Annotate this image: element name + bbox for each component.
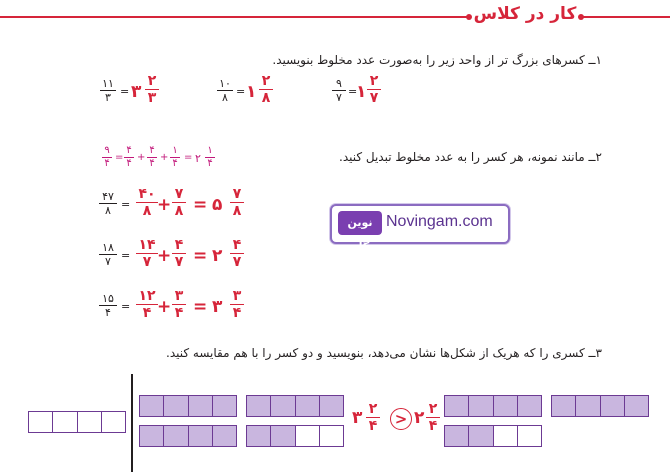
fraction-bar — [139, 395, 237, 417]
bar-cell-filled — [518, 396, 541, 416]
q1-item-3-whole: ۳ — [131, 82, 142, 102]
bar-cell — [494, 426, 518, 446]
equals-sign: = — [348, 85, 358, 98]
fraction-bar — [139, 425, 237, 447]
equals-sign: = — [120, 85, 130, 98]
bar-cell — [102, 412, 125, 432]
bar-cell-filled — [469, 426, 493, 446]
watermark-logo: نوین گام — [338, 211, 382, 235]
q1-item-2-answer: ۲ ۸ — [259, 74, 273, 105]
question-1-text: ۱ــ کسرهای بزرگ تر از واحد زیر را به‌صورت عدد مخلوط بنویسید. — [272, 53, 602, 67]
q2-row-3-part-a: ۱۲ ۴ — [136, 289, 158, 320]
bar-cell-filled — [213, 396, 236, 416]
equals-sign: = — [193, 246, 208, 266]
q2-row-2-fraction: ۱۸ ۷ — [99, 242, 117, 267]
header-line-right — [582, 16, 670, 18]
section-divider — [131, 374, 133, 472]
plus-sign: + — [137, 152, 146, 163]
header-line-left — [0, 16, 470, 18]
bar-cell-filled — [445, 396, 469, 416]
q2-example-whole: ۲ — [195, 152, 201, 165]
q2-row-1-part-a: ۴۰ ۸ — [136, 187, 158, 218]
bar-cell-filled — [552, 396, 576, 416]
bar-cell-filled — [601, 396, 625, 416]
bar-cell-filled — [320, 396, 343, 416]
bar-cell-filled — [247, 396, 271, 416]
question-3-text: ۳ــ کسری را که هریک از شکل‌ها نشان می‌دهد، بنویسید و دو کسر را با هم مقایسه کنید. — [166, 346, 602, 360]
bar-cell-filled — [164, 426, 188, 446]
bar-cell — [78, 412, 102, 432]
bar-cell-filled — [140, 426, 164, 446]
q2-example-part-2: ۴ ۴ — [147, 146, 157, 169]
fraction-bar — [444, 425, 542, 447]
equals-sign: = — [115, 152, 124, 163]
q1-item-1-fraction: ۹ ۷ — [332, 78, 346, 103]
plus-sign: + — [157, 195, 172, 215]
q1-item-3-answer: ۲ ۳ — [145, 74, 159, 105]
plus-sign: + — [157, 297, 172, 317]
q1-item-1-whole: ۱ — [356, 82, 367, 102]
q2-row-1-whole: ۵ — [212, 195, 223, 215]
q1-item-3-fraction: ۱۱ ۳ — [100, 78, 116, 103]
bar-cell — [320, 426, 343, 446]
question-2-text: ۲ــ مانند نمونه، هر کسر را به عدد مخلوط تبدیل کنید. — [339, 150, 602, 164]
q3-left-whole: ۳ — [352, 408, 363, 428]
equals-sign: = — [121, 300, 131, 313]
q2-row-3-fraction: ۱۵ ۴ — [99, 293, 117, 318]
bar-cell — [53, 412, 77, 432]
q3-left-fraction: ۲ ۴ — [366, 402, 380, 433]
comparison-sign: > — [390, 408, 412, 430]
bar-cell-filled — [164, 396, 188, 416]
q2-row-1-answer: ۷ ۸ — [230, 187, 244, 218]
q2-example-fraction: ۹ ۴ — [102, 146, 112, 169]
equals-sign: = — [121, 249, 131, 262]
bar-cell-filled — [625, 396, 648, 416]
q2-row-2-part-a: ۱۴ ۷ — [136, 238, 158, 269]
q2-row-3-part-b: ۳ ۴ — [172, 289, 186, 320]
bar-cell-filled — [296, 396, 320, 416]
fraction-bar — [246, 425, 344, 447]
q2-row-3-whole: ۳ — [212, 297, 223, 317]
equals-sign: = — [184, 152, 193, 163]
bar-cell-filled — [469, 396, 493, 416]
q1-item-2-fraction: ۱۰ ۸ — [217, 78, 233, 103]
bar-cell-filled — [494, 396, 518, 416]
q2-example-part-3: ۱ ۴ — [170, 146, 180, 169]
q2-row-2-answer: ۴ ۷ — [230, 238, 244, 269]
bar-cell-filled — [189, 426, 213, 446]
fraction-bar — [28, 411, 126, 433]
fraction-bar — [551, 395, 649, 417]
q1-item-2-whole: ۱ — [246, 82, 257, 102]
bar-cell-filled — [213, 426, 236, 446]
q2-row-1-part-b: ۷ ۸ — [172, 187, 186, 218]
q3-right-fraction: ۲ ۴ — [426, 402, 440, 433]
bar-cell-filled — [247, 426, 271, 446]
fraction-bar — [444, 395, 542, 417]
q1-item-1-answer: ۲ ۷ — [367, 74, 381, 105]
q2-example-answer: ۱ ۴ — [205, 146, 215, 169]
q2-row-3-answer: ۳ ۴ — [230, 289, 244, 320]
bar-cell-filled — [140, 396, 164, 416]
equals-sign: = — [193, 297, 208, 317]
watermark-badge — [330, 204, 510, 253]
plus-sign: + — [157, 246, 172, 266]
equals-sign: = — [193, 195, 208, 215]
bar-cell-filled — [445, 426, 469, 446]
bar-cell — [518, 426, 541, 446]
bar-cell-filled — [189, 396, 213, 416]
q2-row-2-part-b: ۴ ۷ — [172, 238, 186, 269]
q2-row-2-whole: ۲ — [212, 246, 223, 266]
bar-cell — [29, 412, 53, 432]
bar-cell-filled — [271, 426, 295, 446]
watermark-text: Novingam.com — [386, 213, 493, 230]
section-title: کار در کلاس — [473, 4, 577, 24]
equals-sign: = — [236, 85, 246, 98]
plus-sign: + — [160, 152, 169, 163]
q2-example-part-1: ۴ ۴ — [124, 146, 134, 169]
fraction-bar — [246, 395, 344, 417]
q3-right-whole: ۲ — [414, 408, 425, 428]
bar-cell-filled — [576, 396, 600, 416]
bar-cell-filled — [271, 396, 295, 416]
q2-row-1-fraction: ۴۷ ۸ — [99, 191, 117, 216]
bar-cell — [296, 426, 320, 446]
equals-sign: = — [121, 198, 131, 211]
